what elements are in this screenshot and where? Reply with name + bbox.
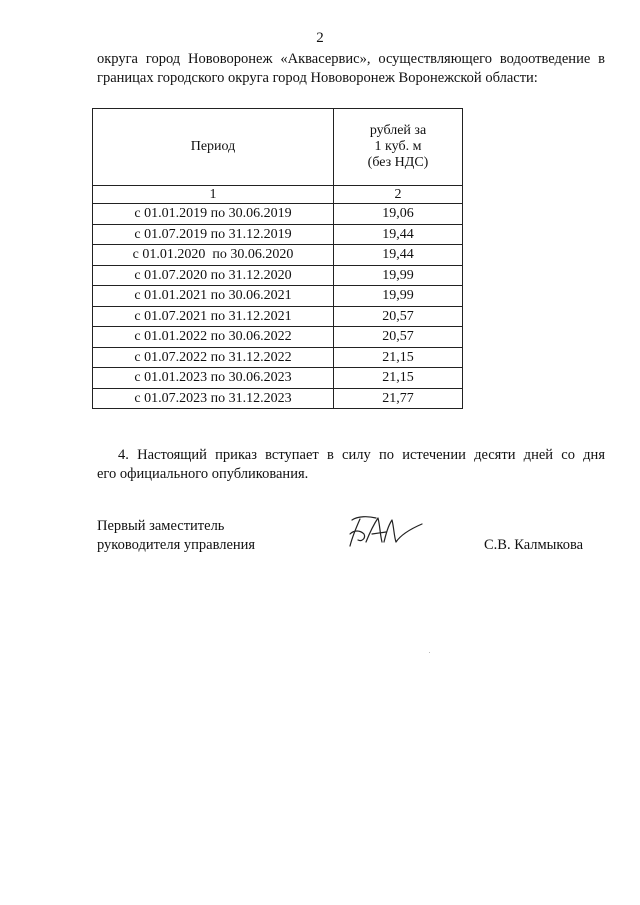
table-row — [93, 204, 463, 225]
period-cell: с 01.01.2020 по 30.06.2020 — [93, 245, 334, 266]
table-row — [93, 327, 463, 348]
tariff-table — [92, 108, 463, 409]
price-cell: 20,57 — [334, 327, 463, 348]
price-cell: 20,57 — [334, 306, 463, 327]
period-cell: с 01.07.2022 по 31.12.2022 — [93, 347, 334, 368]
period-cell: с 01.01.2021 по 30.06.2021 — [93, 286, 334, 307]
signatory-position-line: руководителя управления — [97, 537, 256, 553]
column-header-price — [334, 109, 463, 186]
intro-line: округа город Нововоронеж «Аквасервис», осуществляющего водоотведение в — [97, 51, 605, 67]
table-row — [93, 347, 463, 368]
price-cell: 21,15 — [334, 368, 463, 389]
handwritten-signature — [338, 512, 428, 552]
column-number: 1 — [93, 186, 334, 204]
period-cell: с 01.07.2021 по 31.12.2021 — [93, 306, 334, 327]
price-cell: 21,77 — [334, 388, 463, 409]
period-cell: с 01.01.2023 по 30.06.2023 — [93, 368, 334, 389]
period-cell: с 01.01.2019 по 30.06.2019 — [93, 204, 334, 225]
signatory-position-line: Первый заместитель — [97, 518, 225, 534]
effective-date-paragraph — [97, 446, 605, 484]
price-header-line: (без НДС) — [367, 155, 429, 170]
paragraph-line: 4. Настоящий приказ вступает в силу по истечении десяти дней со дня — [118, 447, 605, 463]
period-cell: с 01.07.2023 по 31.12.2023 — [93, 388, 334, 409]
price-cell: 19,99 — [334, 265, 463, 286]
signatory-name: С.В. Калмыкова — [484, 537, 584, 553]
period-cell: с 01.07.2020 по 31.12.2020 — [93, 265, 334, 286]
table-row — [93, 286, 463, 307]
table-row — [93, 265, 463, 286]
price-header-line: рублей за — [369, 123, 427, 138]
price-cell: 21,15 — [334, 347, 463, 368]
table-row — [93, 388, 463, 409]
column-header-period: Период — [93, 109, 334, 186]
scan-speck — [429, 652, 430, 653]
signatory-position — [97, 517, 255, 555]
paragraph-line: его официального опубликования. — [97, 466, 309, 482]
table-row — [93, 368, 463, 389]
price-cell: 19,44 — [334, 245, 463, 266]
period-cell: с 01.07.2019 по 31.12.2019 — [93, 224, 334, 245]
table-row — [93, 306, 463, 327]
price-cell: 19,06 — [334, 204, 463, 225]
column-number-row — [93, 186, 463, 204]
page-number: 2 — [316, 30, 324, 46]
column-number: 2 — [334, 186, 463, 204]
price-cell: 19,99 — [334, 286, 463, 307]
table-row — [93, 245, 463, 266]
period-cell: с 01.01.2022 по 30.06.2022 — [93, 327, 334, 348]
price-cell: 19,44 — [334, 224, 463, 245]
table-row — [93, 224, 463, 245]
intro-text — [97, 50, 605, 88]
price-header-line: 1 куб. м — [374, 139, 422, 154]
intro-line: границах городского округа город Нововоронеж Воронежской области: — [97, 70, 538, 86]
